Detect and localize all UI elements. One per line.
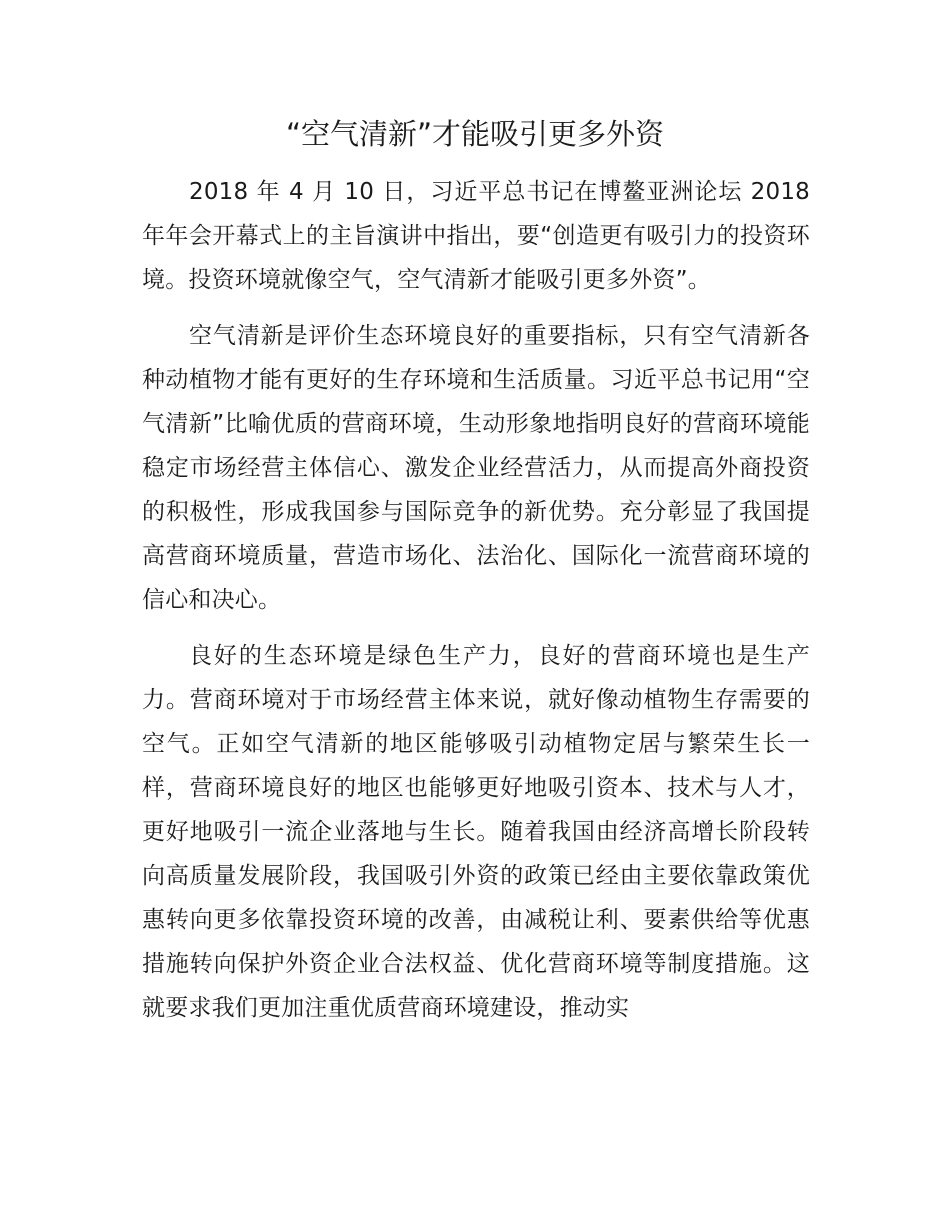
paragraph-2: 空气清新是评价生态环境良好的重要指标，只有空气清新各种动植物才能有更好的生存环境和生活质量。习近平总书记用“空气清新”比喻优质的营商环境，生动形象地指明良好的营商环境能稳定市场经营主体信心、激发企业经营活力，从而提高外商投资的积极性，形成我国参与国际竞争的新优势。充分彰显了我国提高营商环境质量，营造市场化、法治化、国际化一流营商环境的信心和决心。 <box>142 323 810 613</box>
paragraph-1: 2018 年 4 月 10 日，习近平总书记在博鳌亚洲论坛 2018 年年会开幕式上的主旨演讲中指出，要“创造更有吸引力的投资环境。投资环境就像空气，空气清新才能吸引更多外资”。 <box>142 179 810 293</box>
document-body <box>142 170 810 1042</box>
paragraph-3: 良好的生态环境是绿色生产力，良好的营商环境也是生产力。营商环境对于市场经营主体来说，就好像动植物生存需要的空气。正如空气清新的地区能够吸引动植物定居与繁荣生长一样，营商环境良好的地区也能够更好地吸引资本、技术与人才，更好地吸引一流企业落地与生长。随着我国由经济高增长阶段转向高质量发展阶段，我国吸引外资的政策已经由主要依靠政策优惠转向更多依靠投资环境的改善，由减税让利、要素供给等优惠措施转向保护外资企业合法权益、优化营商环境等制度措施。这就要求我们更加注重优质营商环境建设，推动实 <box>142 643 810 1021</box>
document-title: “空气清新”才能吸引更多外资 <box>285 117 665 151</box>
